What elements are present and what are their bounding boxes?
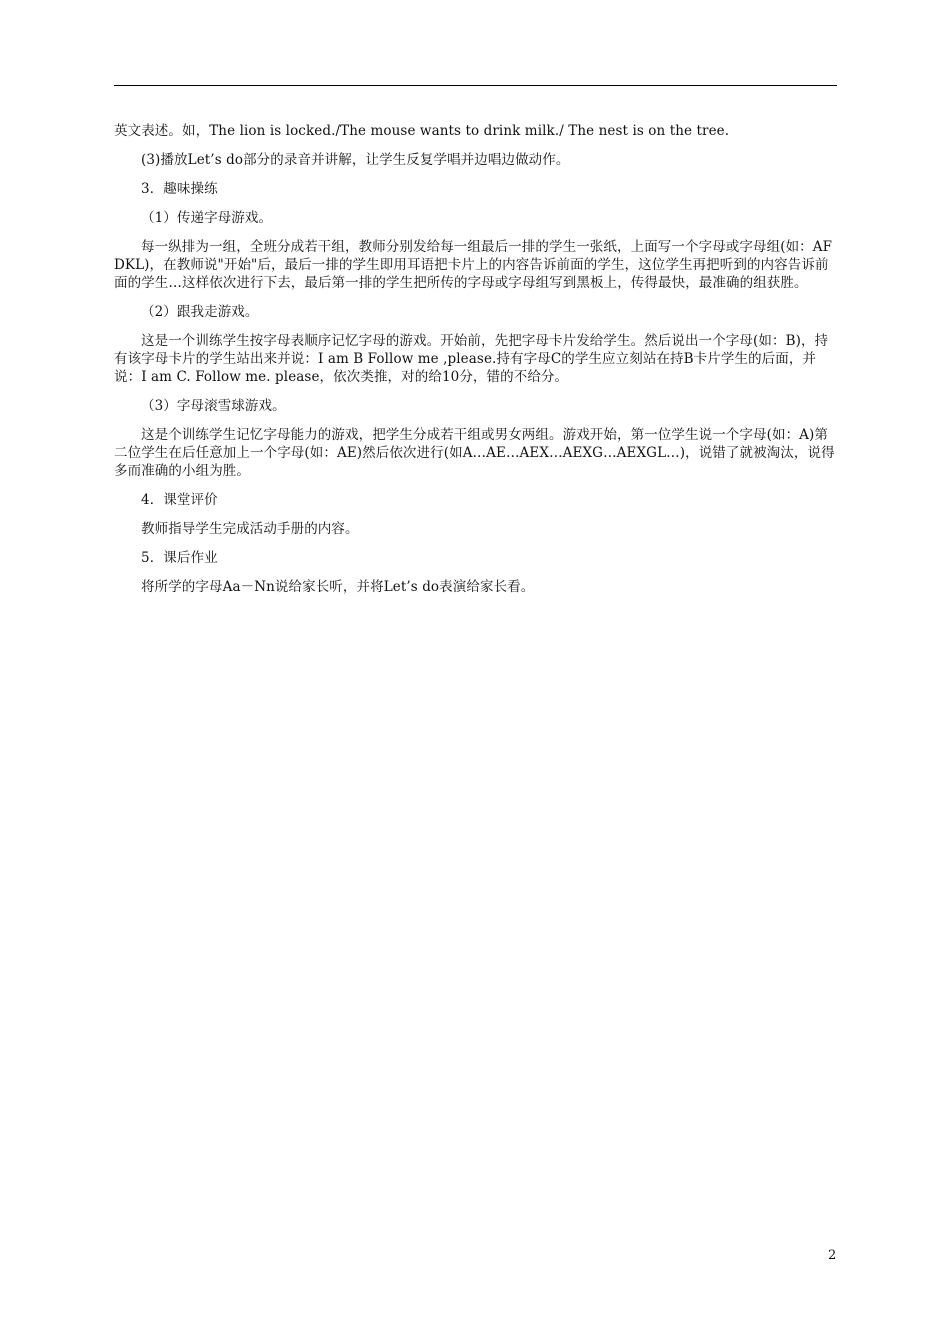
paragraph-lets-do: (3)播放Let’s do部分的录音并讲解，让学生反复学唱并边唱边做动作。 xyxy=(141,152,570,168)
header-rule xyxy=(114,85,837,86)
document-body xyxy=(114,122,837,607)
heading-homework: 5．课后作业 xyxy=(141,550,218,566)
paragraph-follow-me-game: 这是一个训练学生按字母表顺序记忆字母的游戏。开始前，先把字母卡片发给学生。然后说出一个字母(如：B)，持有该字母卡片的学生站出来并说：I am B Follow me ,please.持有字母C的学生应立刻站在持B卡片学生的后面，并说：I am C. Follow me. please，依次类推，对的给10分，错的不给分。 xyxy=(114,333,829,385)
heading-class-evaluation: 4．课堂评价 xyxy=(141,492,218,508)
paragraph-snowball-game: 这是个训练学生记忆字母能力的游戏，把学生分成若干组或男女两组。游戏开始，第一位学生说一个字母(如：A)第二位学生在后任意加上一个字母(如：AE)然后依次进行(如A…AE…AEX…AEXG…AEXGL…)，说错了就被淘汰，说得多而准确的小组为胜。 xyxy=(114,427,835,479)
paragraph-homework: 将所学的字母Aa－Nn说给家长听，并将Let’s do表演给家长看。 xyxy=(141,579,535,595)
page-number: 2 xyxy=(828,1248,837,1263)
heading-pass-letter-game: （1）传递字母游戏。 xyxy=(141,210,273,226)
paragraph-pass-letter-game: 每一纵排为一组，全班分成若干组，教师分别发给每一组最后一排的学生一张纸，上面写一个字母或字母组(如：AFDKL)，在教师说"开始"后，最后一排的学生即用耳语把卡片上的内容告诉前面的学生，这位学生再把听到的内容告诉前面的学生…这样依次进行下去，最后第一排的学生把所传的字母或字母组写到黑板上，传得最快，最准确的组获胜。 xyxy=(114,239,833,291)
heading-snowball-game: （3）字母滚雪球游戏。 xyxy=(141,398,286,414)
paragraph-english-examples: 英文表述。如，The lion is locked./The mouse wants to drink milk./ The nest is on the tree. xyxy=(114,123,730,139)
paragraph-class-evaluation: 教师指导学生完成活动手册的内容。 xyxy=(141,521,359,537)
heading-practice: 3．趣味操练 xyxy=(141,181,218,197)
heading-follow-me-game: （2）跟我走游戏。 xyxy=(141,304,259,320)
